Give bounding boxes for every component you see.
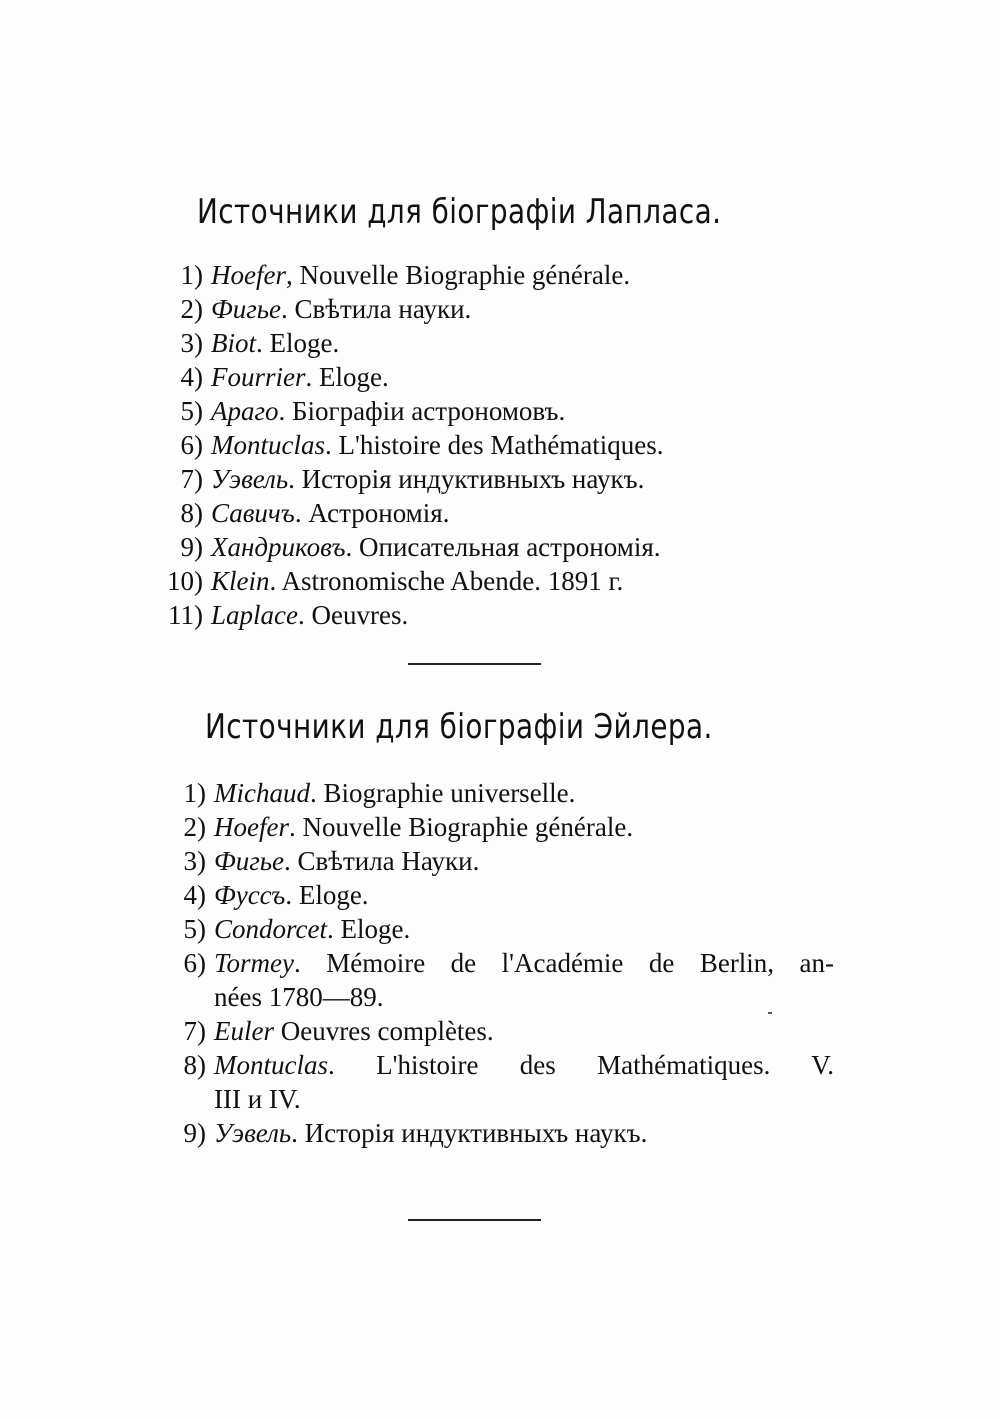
item-author: Фигье xyxy=(214,846,285,876)
list-item xyxy=(0,326,1000,360)
item-title: . L'histoire des Mathématiques. xyxy=(325,430,664,460)
list-item xyxy=(0,946,1000,980)
list-item xyxy=(0,462,1000,496)
item-number: 4) xyxy=(180,362,203,392)
item-title: . Исторія индуктивныхъ наукъ. xyxy=(288,464,645,494)
item-title-continuation: nées 1780—89. xyxy=(214,982,384,1012)
item-number: 4) xyxy=(183,880,206,910)
item-author: Tormey xyxy=(214,948,295,978)
item-title: . Biographie universelle. xyxy=(309,778,576,808)
item-title: . L'histoire des Mathématiques. V. xyxy=(328,1050,834,1080)
item-author: Уэвель xyxy=(211,464,289,494)
item-number: 1) xyxy=(180,260,203,290)
laplace-sources-heading: Источники для біографіи Лапласа. xyxy=(197,192,722,232)
list-item xyxy=(0,810,1000,844)
item-title: . Eloge. xyxy=(256,328,340,358)
item-author: Хандриковъ xyxy=(211,532,346,562)
list-item xyxy=(0,1014,1000,1048)
item-author: Савичъ xyxy=(211,498,295,528)
list-item xyxy=(0,844,1000,878)
item-author: Klein xyxy=(211,566,270,596)
item-author: Уэвель xyxy=(214,1118,292,1148)
item-number: 10) xyxy=(167,566,203,596)
list-item-continuation xyxy=(0,1082,1000,1116)
section-divider xyxy=(408,663,541,665)
list-item xyxy=(0,1116,1000,1150)
item-number: 6) xyxy=(180,430,203,460)
item-author: Hoefer xyxy=(214,812,289,842)
item-number: 3) xyxy=(183,846,206,876)
item-author: Montuclas xyxy=(211,430,325,460)
item-title: . Eloge. xyxy=(305,362,389,392)
item-title: . Свѣтила Науки. xyxy=(284,846,480,876)
item-title: . Астрономія. xyxy=(294,498,450,528)
item-title: . Eloge. xyxy=(285,880,369,910)
item-author: Laplace xyxy=(211,600,298,630)
euler-sources-list xyxy=(0,776,1000,1150)
item-number: 8) xyxy=(183,1050,206,1080)
item-author: Euler xyxy=(214,1016,274,1046)
item-number: 2) xyxy=(180,294,203,324)
item-author: Fourrier xyxy=(211,362,306,392)
item-number: 5) xyxy=(183,914,206,944)
item-title: . Mémoire de l'Académie de Berlin, an- xyxy=(294,948,834,978)
list-item xyxy=(0,1048,1000,1082)
item-title: . Описательная астрономія. xyxy=(345,532,661,562)
list-item xyxy=(0,496,1000,530)
item-author: Montuclas xyxy=(214,1050,328,1080)
list-item xyxy=(0,428,1000,462)
item-author: Michaud xyxy=(214,778,310,808)
item-number: 9) xyxy=(183,1118,206,1148)
item-number: 6) xyxy=(183,948,206,978)
item-author: Biot xyxy=(211,328,256,358)
item-title: Oeuvres complètes. xyxy=(274,1016,494,1046)
euler-sources-heading: Источники для біографіи Эйлера. xyxy=(205,707,713,747)
list-item xyxy=(0,598,1000,632)
list-item xyxy=(0,776,1000,810)
item-number: 5) xyxy=(180,396,203,426)
item-title: , Nouvelle Biographie générale. xyxy=(285,260,631,290)
list-item xyxy=(0,258,1000,292)
list-item xyxy=(0,292,1000,326)
list-item xyxy=(0,394,1000,428)
item-number: 11) xyxy=(168,600,203,630)
list-item xyxy=(0,530,1000,564)
item-author: Фигье xyxy=(211,294,282,324)
item-number: 3) xyxy=(180,328,203,358)
item-author: Condorcet xyxy=(214,914,327,944)
list-item xyxy=(0,878,1000,912)
item-title: . Біографіи астрономовъ. xyxy=(278,396,566,426)
item-author: Hoefer xyxy=(211,260,286,290)
item-title: . Исторія индуктивныхъ наукъ. xyxy=(291,1118,648,1148)
list-item xyxy=(0,564,1000,598)
item-title: . Nouvelle Biographie générale. xyxy=(288,812,634,842)
item-title: . Свѣтила науки. xyxy=(281,294,472,324)
item-number: 1) xyxy=(183,778,206,808)
item-title-continuation: III и IV. xyxy=(214,1084,301,1114)
item-number: 9) xyxy=(180,532,203,562)
item-number: 8) xyxy=(180,498,203,528)
list-item-continuation xyxy=(0,980,1000,1014)
list-item xyxy=(0,360,1000,394)
list-item xyxy=(0,912,1000,946)
item-number: 7) xyxy=(180,464,203,494)
item-title: . Eloge. xyxy=(326,914,411,944)
item-title: . Oeuvres. xyxy=(298,600,409,630)
item-number: 7) xyxy=(183,1016,206,1046)
print-speck xyxy=(768,1012,772,1014)
item-number: 2) xyxy=(183,812,206,842)
item-title: . Astronomische Abende. 1891 г. xyxy=(269,566,624,596)
item-author: Араго xyxy=(211,396,279,426)
item-author: Фуссъ xyxy=(214,880,286,910)
laplace-sources-list xyxy=(0,258,1000,632)
section-divider xyxy=(408,1219,541,1221)
